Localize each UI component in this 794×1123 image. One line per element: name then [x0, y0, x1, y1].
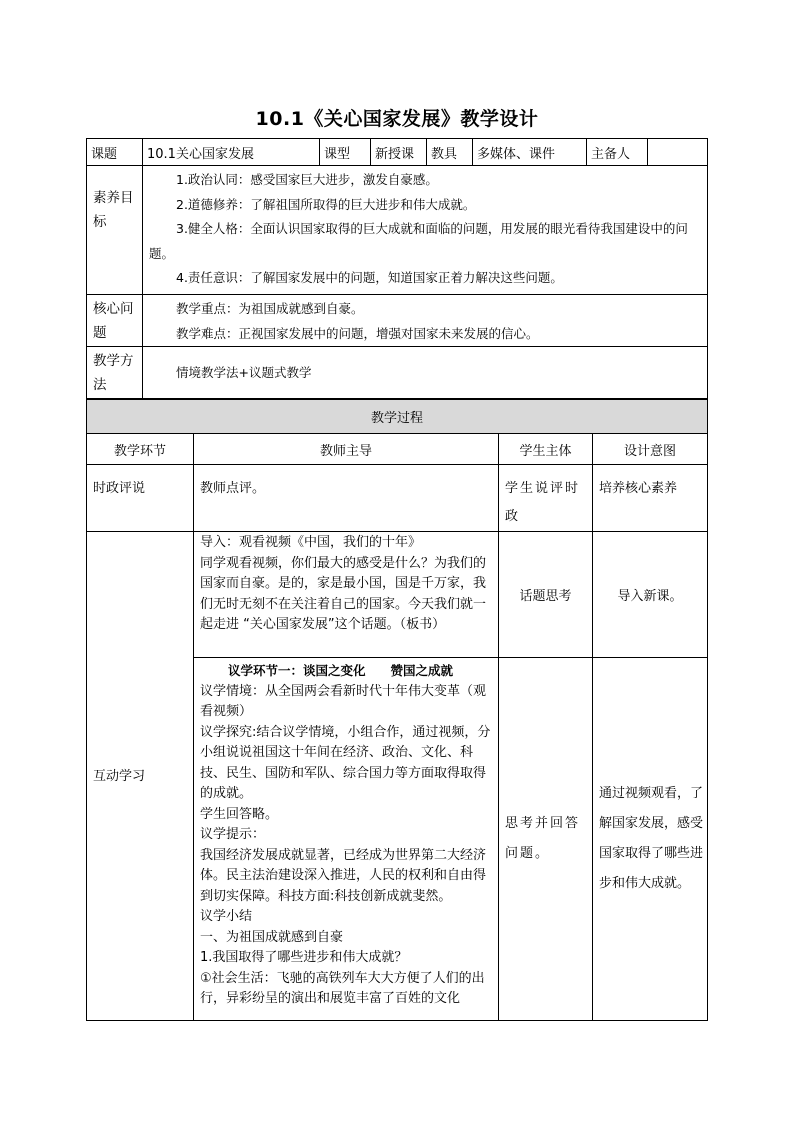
literacy-item: 1.政治认同：感受国家巨大进步，激发自豪感。 [176, 172, 438, 187]
stage-interactive: 互动学习 [87, 532, 194, 1021]
column-header: 教师主导 [194, 434, 499, 465]
activity-line: ①社会生活：飞驰的高铁列车大大方便了人们的出行，异彩纷呈的演出和展览丰富了百姓的文化 [200, 970, 485, 1006]
process-title: 教学过程 [87, 400, 708, 434]
core-questions [143, 295, 708, 347]
preparer-value [648, 139, 708, 166]
core-item: 教学难点：正视国家发展中的问题，增强对国家未来发展的信心。 [176, 325, 539, 341]
literacy-label: 素养目标 [87, 166, 143, 295]
student-current-affairs: 学生说评时政 [499, 465, 593, 532]
literacy-item: 2.道德修养：了解祖国所取得的巨大进步和伟大成就。 [176, 196, 476, 212]
activity-line: 我国经济发展成就显著，已经成为世界第二大经济体。民主法治建设深入推进，人民的权利和自由得到切实保障。科技方面:科技创新成就斐然。 [200, 847, 487, 904]
method-value: 情境教学法+议题式教学 [176, 365, 312, 381]
activity-line: 议学小结 [200, 909, 253, 924]
intent-activity: 通过视频观看，了解国家发展，感受国家取得了哪些进步和伟大成就。 [593, 658, 708, 1021]
column-header: 学生主体 [499, 434, 593, 465]
core-label: 核心问题 [87, 295, 143, 347]
literacy-goals [143, 166, 708, 295]
intent-current-affairs: 培养核心素养 [593, 465, 708, 532]
type-label: 课型 [320, 139, 371, 166]
process-table [86, 399, 708, 1021]
core-item: 教学重点：为祖国成就感到自豪。 [176, 301, 364, 316]
intent-intro: 导入新课。 [593, 532, 708, 658]
teacher-activity [194, 658, 499, 1021]
activity-line: 1.我国取得了哪些进步和伟大成就？ [200, 950, 408, 965]
student-activity: 思考并回答问题。 [499, 658, 593, 1021]
literacy-item: 4.责任意识：了解国家发展中的问题，知道国家正着力解决这些问题。 [176, 270, 563, 285]
activity-line: 议学探究:结合议学情境，小组合作，通过视频，分小组说说祖国这十年间在经济、政治、文化、科技、民生、国防和军队、综合国力等方面取得取得的成就。 [200, 724, 491, 801]
activity-heading: 议学环节一：谈国之变化 赞国之成就 [228, 663, 454, 678]
method-cell [143, 347, 708, 399]
activity-line: 议学提示： [200, 827, 266, 842]
tools-value: 多媒体、课件 [473, 139, 587, 166]
teacher-current-affairs: 教师点评。 [194, 465, 499, 532]
student-intro: 话题思考 [499, 532, 593, 658]
activity-line: 议学情境：从全国两会看新时代十年伟大变革（观看视频） [200, 683, 487, 719]
column-header: 设计意图 [593, 434, 708, 465]
activity-line: 一、为祖国成就感到自豪 [200, 929, 344, 945]
column-header: 教学环节 [87, 434, 194, 465]
tools-label: 教具 [427, 139, 473, 166]
method-label: 教学方法 [87, 347, 143, 399]
intro-line: 导入：观看视频《中国，我们的十年》 [200, 535, 422, 550]
course-label: 课题 [87, 139, 143, 166]
preparer-label: 主备人 [587, 139, 648, 166]
activity-line: 学生回答略。 [200, 806, 279, 822]
course-value: 10.1关心国家发展 [143, 139, 320, 166]
page-title: 10.1《关心国家发展》教学设计 [255, 108, 539, 130]
literacy-item: 3.健全人格：全面认识国家取得的巨大成就和面临的问题，用发展的眼光看待我国建设中的问题。 [149, 221, 688, 261]
teacher-intro [194, 532, 499, 658]
intro-text: 同学观看视频，你们最大的感受是什么？为我们的国家而自豪。是的，家是最小国，国是千万家，我们无时无刻不在关注着自己的国家。今天我们就一起走进 “关心国家发展”这个话题。（板书） [200, 555, 487, 632]
type-value: 新授课 [371, 139, 427, 166]
info-table [86, 138, 708, 399]
stage-current-affairs: 时政评说 [87, 465, 194, 532]
